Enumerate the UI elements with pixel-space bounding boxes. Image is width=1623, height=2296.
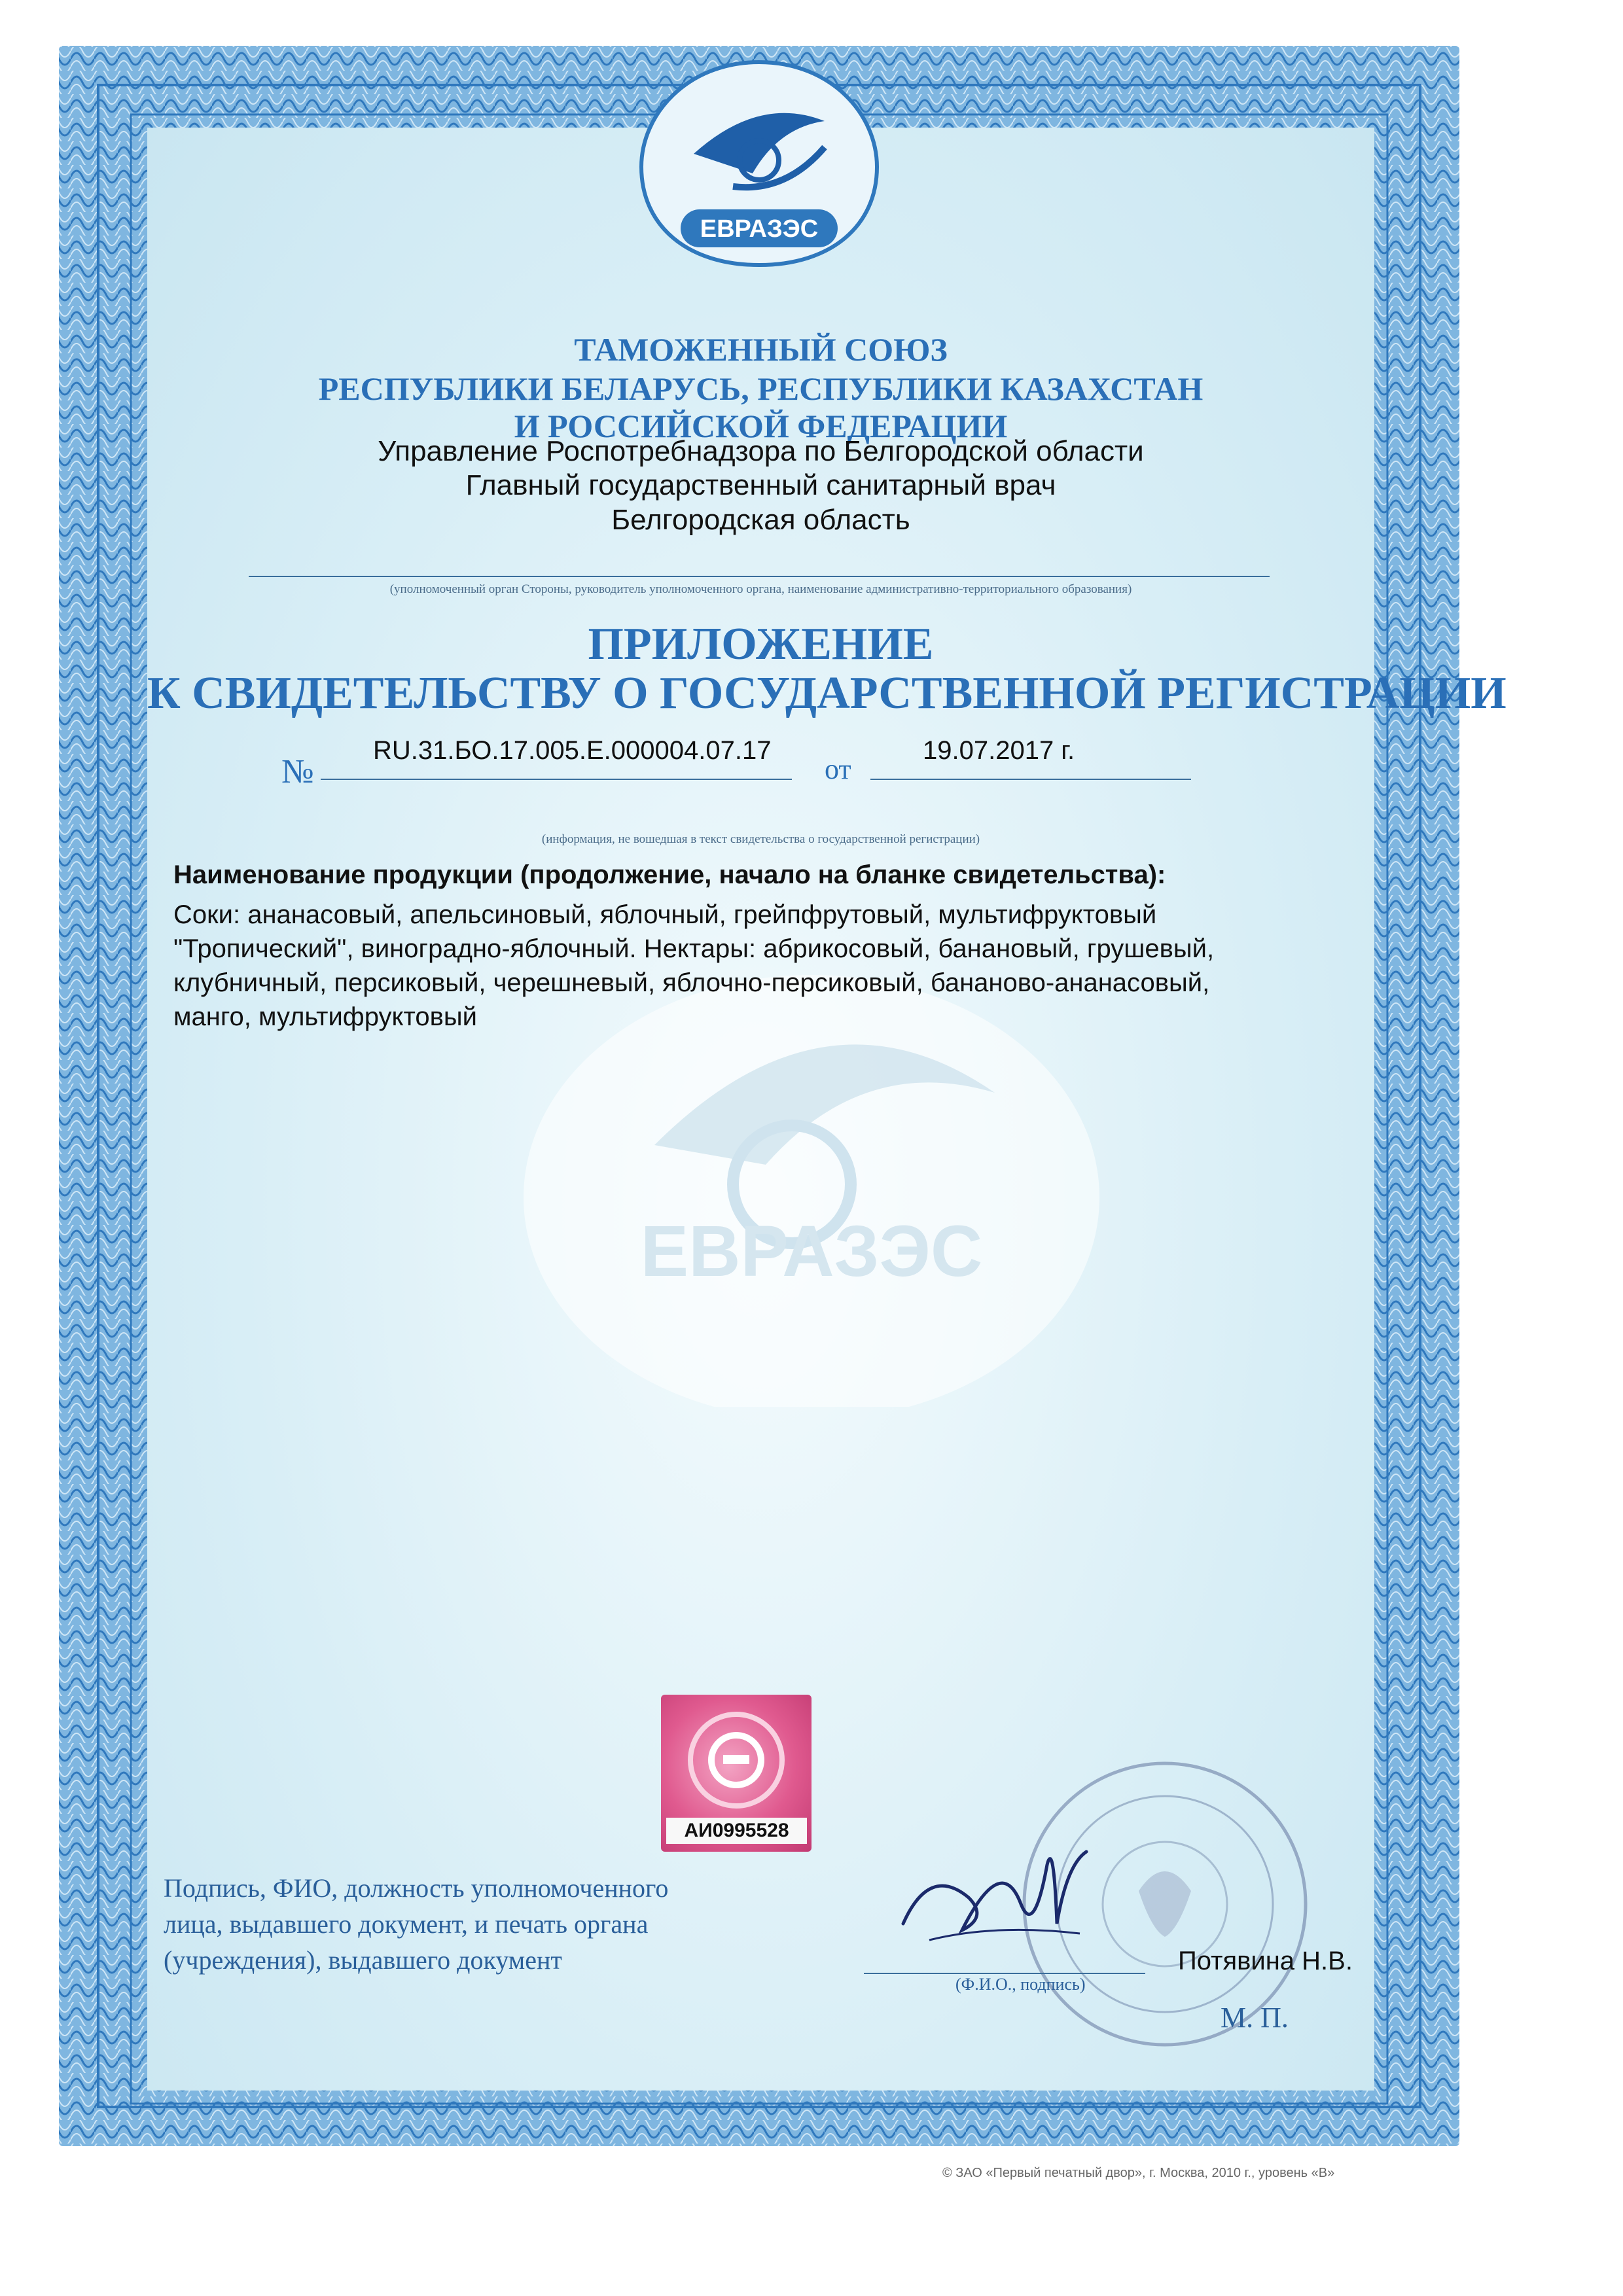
signature-underline — [864, 1973, 1145, 1974]
product-description: Соки: ананасовый, апельсиновый, яблочный, грейпфрутовый, мультифруктовый "Тропический", виноградно-яблочный. Нектары: абрикосовый, банановый, грушевый, клубничный, персиковый, черешневый, яблочно-персиковый, бананово-ананасовый, манго, мультифруктовый — [173, 900, 1215, 1031]
header-line-3: И РОССИЙСКОЙ ФЕДЕРАЦИИ — [514, 408, 1008, 444]
handwritten-signature — [890, 1826, 1106, 1963]
signature-instruction-2: лица, выдавшего документ, и печать органа — [164, 1909, 649, 1939]
authority-underline — [249, 576, 1270, 577]
authority-line-2: Главный государственный санитарный врач — [465, 469, 1056, 501]
eurasec-emblem-icon — [635, 56, 883, 272]
number-underline — [321, 779, 792, 780]
registration-number: RU.31.БО.17.005.Е.000004.07.17 — [373, 736, 772, 765]
registration-date: 19.07.2017 г. — [923, 736, 1075, 765]
hologram-serial: АИ0995528 — [666, 1818, 807, 1844]
authority-line-3: Белгородская область — [611, 504, 910, 536]
header-line-1: ТАМОЖЕННЫЙ СОЮЗ — [574, 331, 948, 368]
title-line-1: ПРИЛОЖЕНИЕ — [588, 619, 934, 669]
title-line-2: К СВИДЕТЕЛЬСТВУ О ГОСУДАРСТВЕННОЙ РЕГИСТРАЦИИ — [147, 668, 1507, 718]
header-line-2: РЕСПУБЛИКИ БЕЛАРУСЬ, РЕСПУБЛИКИ КАЗАХСТАН — [318, 370, 1204, 407]
product-heading: Наименование продукции (продолжение, начало на бланке свидетельства): — [173, 860, 1166, 889]
printer-credit: © ЗАО «Первый печатный двор», г. Москва, 2010 г., уровень «В» — [942, 2166, 1335, 2180]
authority-line-1: Управление Роспотребнадзора по Белгородской области — [378, 435, 1144, 467]
date-underline — [870, 779, 1191, 780]
signature-caption: (Ф.И.О., подпись) — [955, 1975, 1086, 1994]
seal-label: М. П. — [1221, 2002, 1289, 2034]
registration-caption: (информация, не вошедшая в текст свидетельства о государственной регистрации) — [541, 832, 980, 846]
authority-caption: (уполномоченный орган Стороны, руководитель уполномоченного органа, наименование административно-территориального образования) — [389, 582, 1132, 596]
signer-name: Потявина Н.В. — [1178, 1947, 1353, 1975]
signature-instruction-1: Подпись, ФИО, должность уполномоченного — [164, 1873, 669, 1903]
signature-instruction-3: (учреждения), выдавшего документ — [164, 1945, 562, 1975]
number-label: № — [281, 753, 314, 790]
date-label: от — [825, 753, 851, 785]
hologram-emblem-icon — [661, 1695, 812, 1826]
watermark-text: ЕВРАЗЭС — [640, 1211, 983, 1292]
logo-text: ЕВРАЗЭС — [700, 215, 819, 243]
